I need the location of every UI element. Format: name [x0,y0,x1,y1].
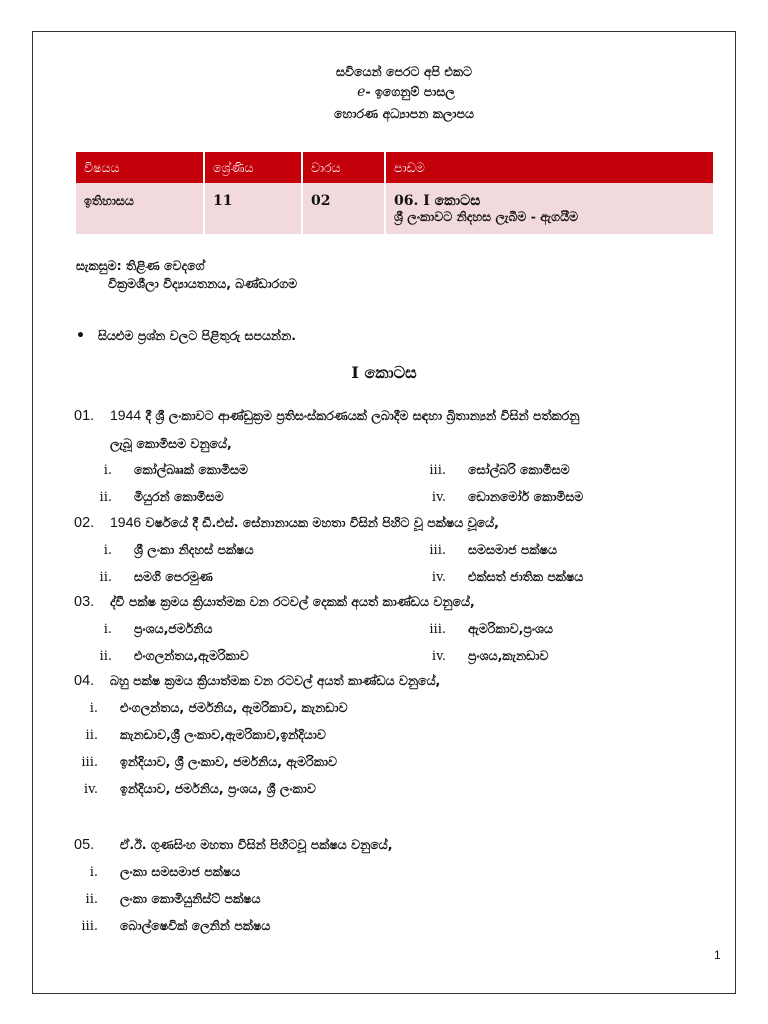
table-header-grade: ශ්‍රේණිය [204,152,302,183]
lesson-title: ශ්‍රී ලංකාවට නිදහස ලැබීම - ඇගයීම [394,209,579,224]
header-school-name [22,84,768,100]
q5-option-iii [58,918,270,934]
q4-option-i [58,700,348,716]
table-header-term: වාරය [302,152,385,183]
part-roman: I [351,363,359,382]
instruction [76,328,296,344]
option-text: ඉන්දියාව, ශ්‍රී ලංකාව, ජර්මනිය, ඇමරිකාව [120,754,337,769]
option-text: ඇමරිකාව,ප්‍රංශය [468,621,553,636]
option-numeral: i. [89,865,98,880]
header-e-prefix: e [357,84,366,100]
option-text: ඉන්දියාව, ජර්මනිය, ප්‍රංශය, ශ්‍රී ලංකාව [120,781,316,796]
table-cell-grade: 11 [204,183,302,234]
q3-option-i [72,621,212,637]
question-year: 1946 [110,514,142,530]
table-header-subject: විෂයය [76,152,204,183]
option-numeral: ii. [85,728,98,743]
option-numeral: i. [103,543,112,558]
option-numeral: iii. [429,543,446,558]
q3-option-ii [72,648,249,664]
option-text: ප්‍රංශය,ජර්මනිය [134,621,213,636]
lesson-number: 06. I කොටස [394,193,481,209]
option-numeral: i. [103,622,112,637]
question-number: 04. [74,673,95,689]
question-number: 03. [74,594,95,610]
table-header-lesson: පාඩම [385,152,713,183]
question-3 [74,594,475,610]
option-numeral: ii. [99,570,112,585]
q4-option-ii [58,727,326,743]
table-cell-subject: ඉතිහාසය [76,183,204,234]
question-year: 1944 [110,407,142,423]
question-number: 05. [74,837,95,853]
bullet-icon: • [76,328,85,344]
q2-option-ii [72,569,213,585]
option-text: සමගි පෙරමුණ [134,569,213,584]
option-text: ලංකා සමසමාජ පක්ෂය [120,864,241,879]
question-1 [74,407,579,424]
q3-option-iv [406,648,548,664]
question-text: ද්වී පක්ෂ ක්‍රමය ක්‍රියාත්මක වන රටවල් දෙකක් අයත් කාණ්ඩය වනුයේ, [110,594,475,609]
q2-option-iii [406,542,557,558]
table-cell-lesson [385,183,713,234]
table-header-row [76,152,713,183]
option-numeral: iii. [429,622,446,637]
q4-option-iv [58,781,316,797]
option-numeral: iii. [81,919,98,934]
option-text: කෝල්බෲක් කොමිසම [134,462,248,477]
option-numeral: ii. [99,490,112,505]
q1-option-iv [406,489,583,505]
question-text: දී ශ්‍රී ලංකාවට ආණ්ඩුක්‍රම ප්‍රතිසංස්කරණයක් ලබාදීම සඳහා බ්‍රිතාන්‍යන් විසින් පත්කරනු [141,408,580,423]
option-numeral: i. [103,463,112,478]
option-text: ශ්‍රී ලංකා නිදහස් පක්ෂය [134,542,254,557]
header-school-rest: - ඉගෙනුම් පාසල [365,84,455,99]
option-numeral: ii. [85,892,98,907]
page-number: 1 [714,948,721,962]
compiler-credit [76,258,298,291]
option-text: එංගලන්තය, ජර්මනිය, ඇමරිකාව, කැනඩාව [120,700,348,715]
header-program-slogan: සවියෙන් පෙරට අපි එකට [336,64,472,79]
option-text: කැනඩාව,ශ්‍රී ලංකාව,ඇමරිකාව,ඉන්දියාව [120,727,326,742]
instruction-text: සියළුම ප්‍රශ්න වලට පිළිතුරු සපයන්න. [98,328,296,343]
q4-option-iii [58,754,337,770]
q3-option-iii [406,621,553,637]
option-numeral: iv. [83,782,98,797]
part-title-rest: කොටස [358,363,417,382]
option-text: බොල්ෂෙවික් ලෙනින් පක්ෂය [120,918,271,933]
question-number: 02. [74,515,95,531]
table-row [76,183,713,234]
part-title [0,363,768,383]
q1-option-iii [406,462,570,478]
option-text: මියුරන් කොමිසම [134,489,224,504]
q1-option-ii [72,489,224,505]
option-text: එංගලන්තය,ඇමරිකාව [134,648,249,663]
question-number: 01. [74,408,95,424]
q5-option-ii [58,891,261,907]
option-numeral: iii. [429,463,446,478]
q5-option-i [58,864,240,880]
option-text: එක්සත් ජාතික පක්ෂය [468,569,584,584]
q2-option-iv [406,569,583,585]
question-text: ඒ.ඊ. ගුණසිංහ මහතා විසින් පිහිටවූ පක්ෂය වනුයේ, [120,837,393,852]
option-numeral: iii. [81,755,98,770]
option-text: ප්‍රංශය,කැනඩාව [468,648,549,663]
lesson-info-table [76,152,713,234]
option-numeral: iv. [431,490,446,505]
option-numeral: iv. [431,570,446,585]
q2-option-i [72,542,254,558]
compiler-name: සැකසුම: තිළිණ වෙදගේ [76,258,205,273]
option-numeral: i. [89,701,98,716]
option-text: ලංකා කොමියුනිස්ට් පක්ෂය [120,891,261,906]
option-numeral: iv. [431,649,446,664]
question-text: වර්ෂයේ දී ඩී.එස්. සේනානායක මහතා විසින් පිහිට වූ පක්ෂය වූයේ, [141,515,499,530]
compiler-school: වික්‍රමශීලා විද්‍යායතනය, බණ්ඩාරගම [108,276,298,291]
question-2 [74,514,499,531]
question-text: බහු පක්ෂ ක්‍රමය ක්‍රියාත්මක වන රටවල් අයත් කාණ්ඩය වනුයේ, [110,673,441,688]
header-zone: හොරණ අධ්‍යාපන කලාපය [334,106,474,121]
table-cell-term: 02 [302,183,385,234]
question-5 [74,837,393,853]
option-text: ඩොනමෝර් කොමිසම [468,489,584,504]
option-text: සමසමාජ පක්ෂය [468,542,557,557]
question-4 [74,673,440,689]
option-text: සෝල්බරි කොමිසම [468,462,570,477]
q1-option-i [72,462,248,478]
question-1-text-line2: ලැබූ කොමිසම වනුයේ, [110,436,232,451]
option-numeral: ii. [99,649,112,664]
